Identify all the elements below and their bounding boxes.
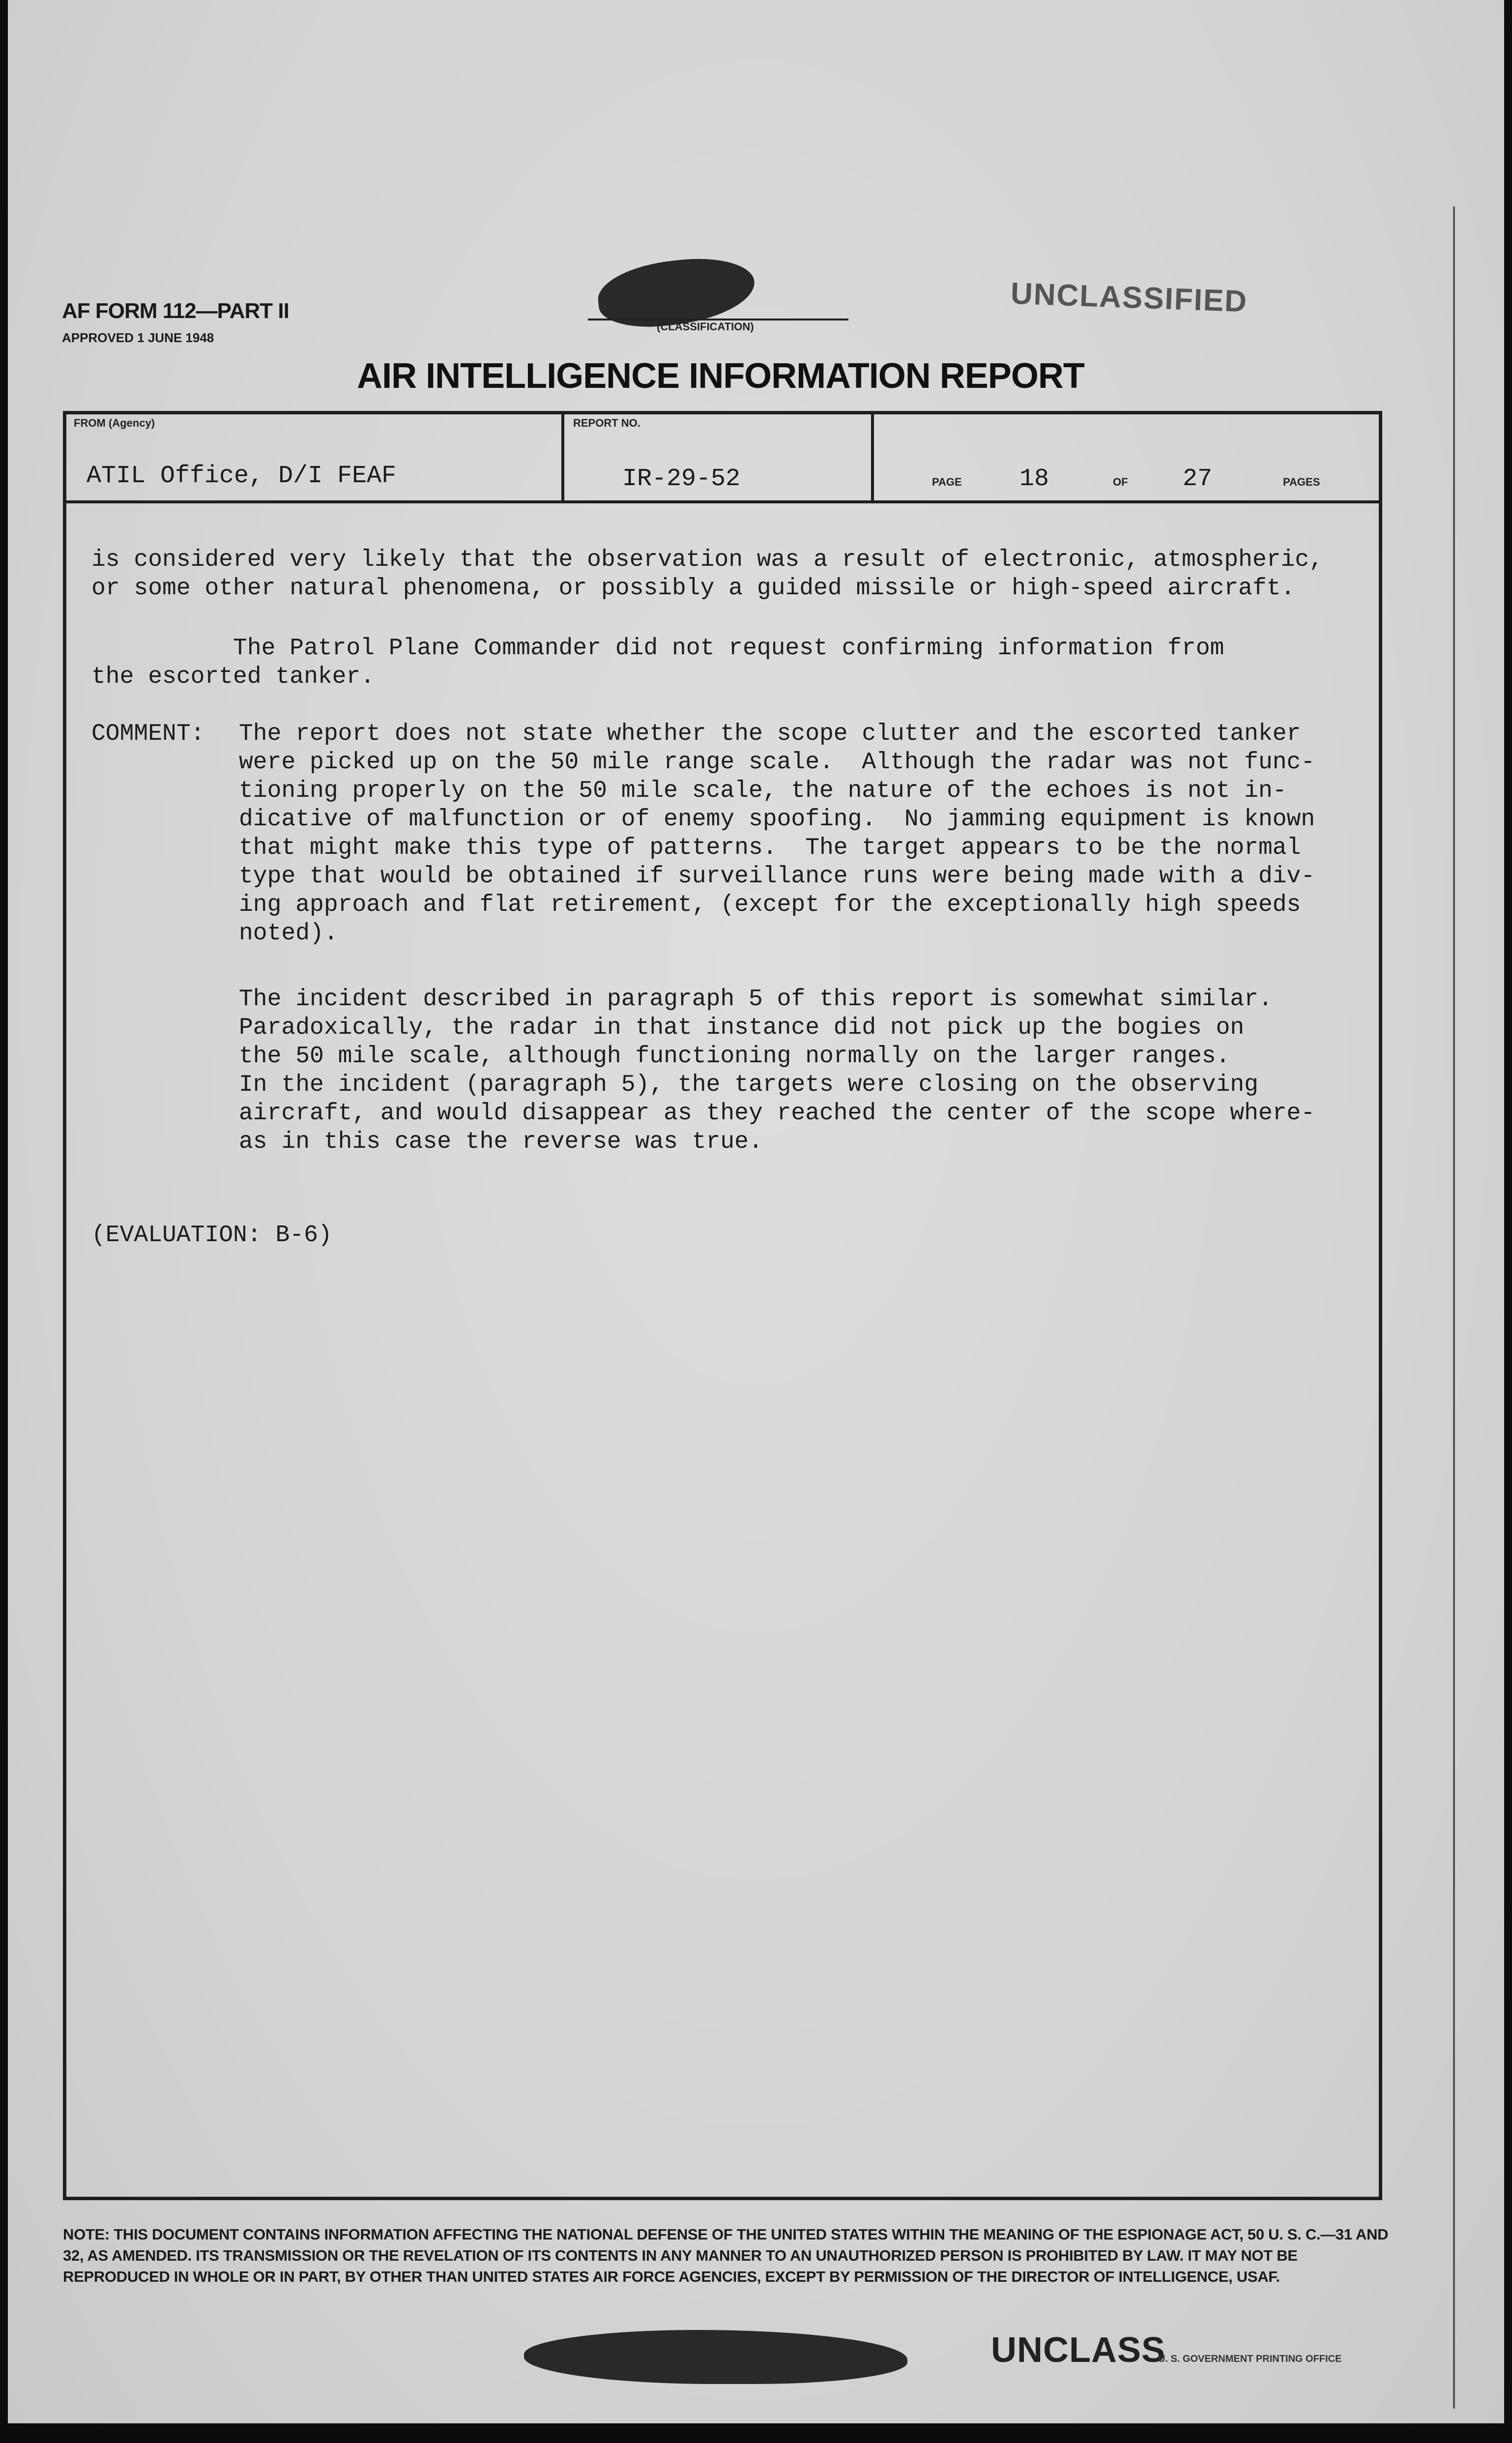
classification-label: (CLASSIFICATION): [657, 320, 754, 333]
pages-label: PAGES: [1283, 476, 1320, 488]
paragraph-3: The incident described in paragraph 5 of this report is somewhat similar. Paradoxically, the radar in that instance did not pick up the bogies on the 50 mile scale, although functioning normally on the larger ranges. In the incident (paragraph 5), the targets were closing on the observing aircraft, and would disappear as they reached the center of the scope where- as in this case the reverse was true.: [239, 986, 1315, 1155]
page-label: PAGE: [932, 476, 962, 488]
report-title: AIR INTELLIGENCE INFORMATION REPORT: [357, 356, 1084, 396]
right-margin-rule: [1453, 206, 1455, 2409]
classification-stamp-bottom: UNCLASS: [991, 2330, 1166, 2370]
from-value: ATIL Office, D/I FEAF: [87, 462, 397, 490]
from-label: FROM (Agency): [74, 417, 155, 429]
header-divider: [63, 500, 1382, 503]
form-approved-date: APPROVED 1 JUNE 1948: [62, 330, 214, 345]
comment-text: The report does not state whether the scope clutter and the escorted tanker were picked up on the 50 mile range scale. Although the radar was not func- tioning properly on the 50 mile scale, the nature of the echoes is not in- dicative of malfunction or of enemy spoofing. No jamming equipment is known that might make this type of patterns. The target appears to be the normal type that would be obtained if surveillance runs were being made with a div- ing approach and flat retirement, (except for the exceptionally high speeds noted).: [239, 721, 1315, 947]
paragraph-1: is considered very likely that the observation was a result of electronic, atmospheric, or some other natural phenomena, or possibly a guided missile or high-speed aircraft.: [91, 547, 1324, 602]
document-page: [8, 0, 1504, 2423]
of-label: OF: [1113, 476, 1128, 488]
report-no-label: REPORT NO.: [573, 417, 640, 429]
redaction-blot-bottom: [524, 2330, 907, 2384]
espionage-notice: NOTE: THIS DOCUMENT CONTAINS INFORMATION AFFECTING THE NATIONAL DEFENSE OF THE UNITED STATES WITHIN THE MEANING OF THE ESPIONAGE ACT, 50 U. S. C.—31 AND 32, AS AMENDED. ITS TRANSMISSION OR THE REVELATION OF ITS CONTENTS IN ANY MANNER TO AN UNAUTHORIZED PERSON IS PROHIBITED BY LAW. IT MAY NOT BE REPRODUCED IN WHOLE OR IN PART, BY OTHER THAN UNITED STATES AIR FORCE AGENCIES, EXCEPT BY PERMISSION OF THE DIRECTOR OF INTELLIGENCE, USAF.: [63, 2226, 1389, 2285]
of-value: 27: [1183, 465, 1213, 493]
header-column-divider-2: [871, 411, 874, 503]
report-no-value: IR-29-52: [622, 465, 741, 493]
printer-credit: U. S. GOVERNMENT PRINTING OFFICE: [1158, 2354, 1342, 2364]
classification-stamp-top: UNCLASSIFIED: [1010, 276, 1249, 319]
form-id: AF FORM 112—PART II: [62, 299, 289, 323]
page-value: 18: [1019, 465, 1049, 493]
evaluation: (EVALUATION: B-6): [91, 1222, 332, 1249]
comment-label: COMMENT:: [91, 721, 205, 747]
paragraph-2: The Patrol Plane Commander did not request confirming information from the escorted tanker.: [91, 635, 1224, 690]
header-column-divider-1: [561, 411, 564, 503]
